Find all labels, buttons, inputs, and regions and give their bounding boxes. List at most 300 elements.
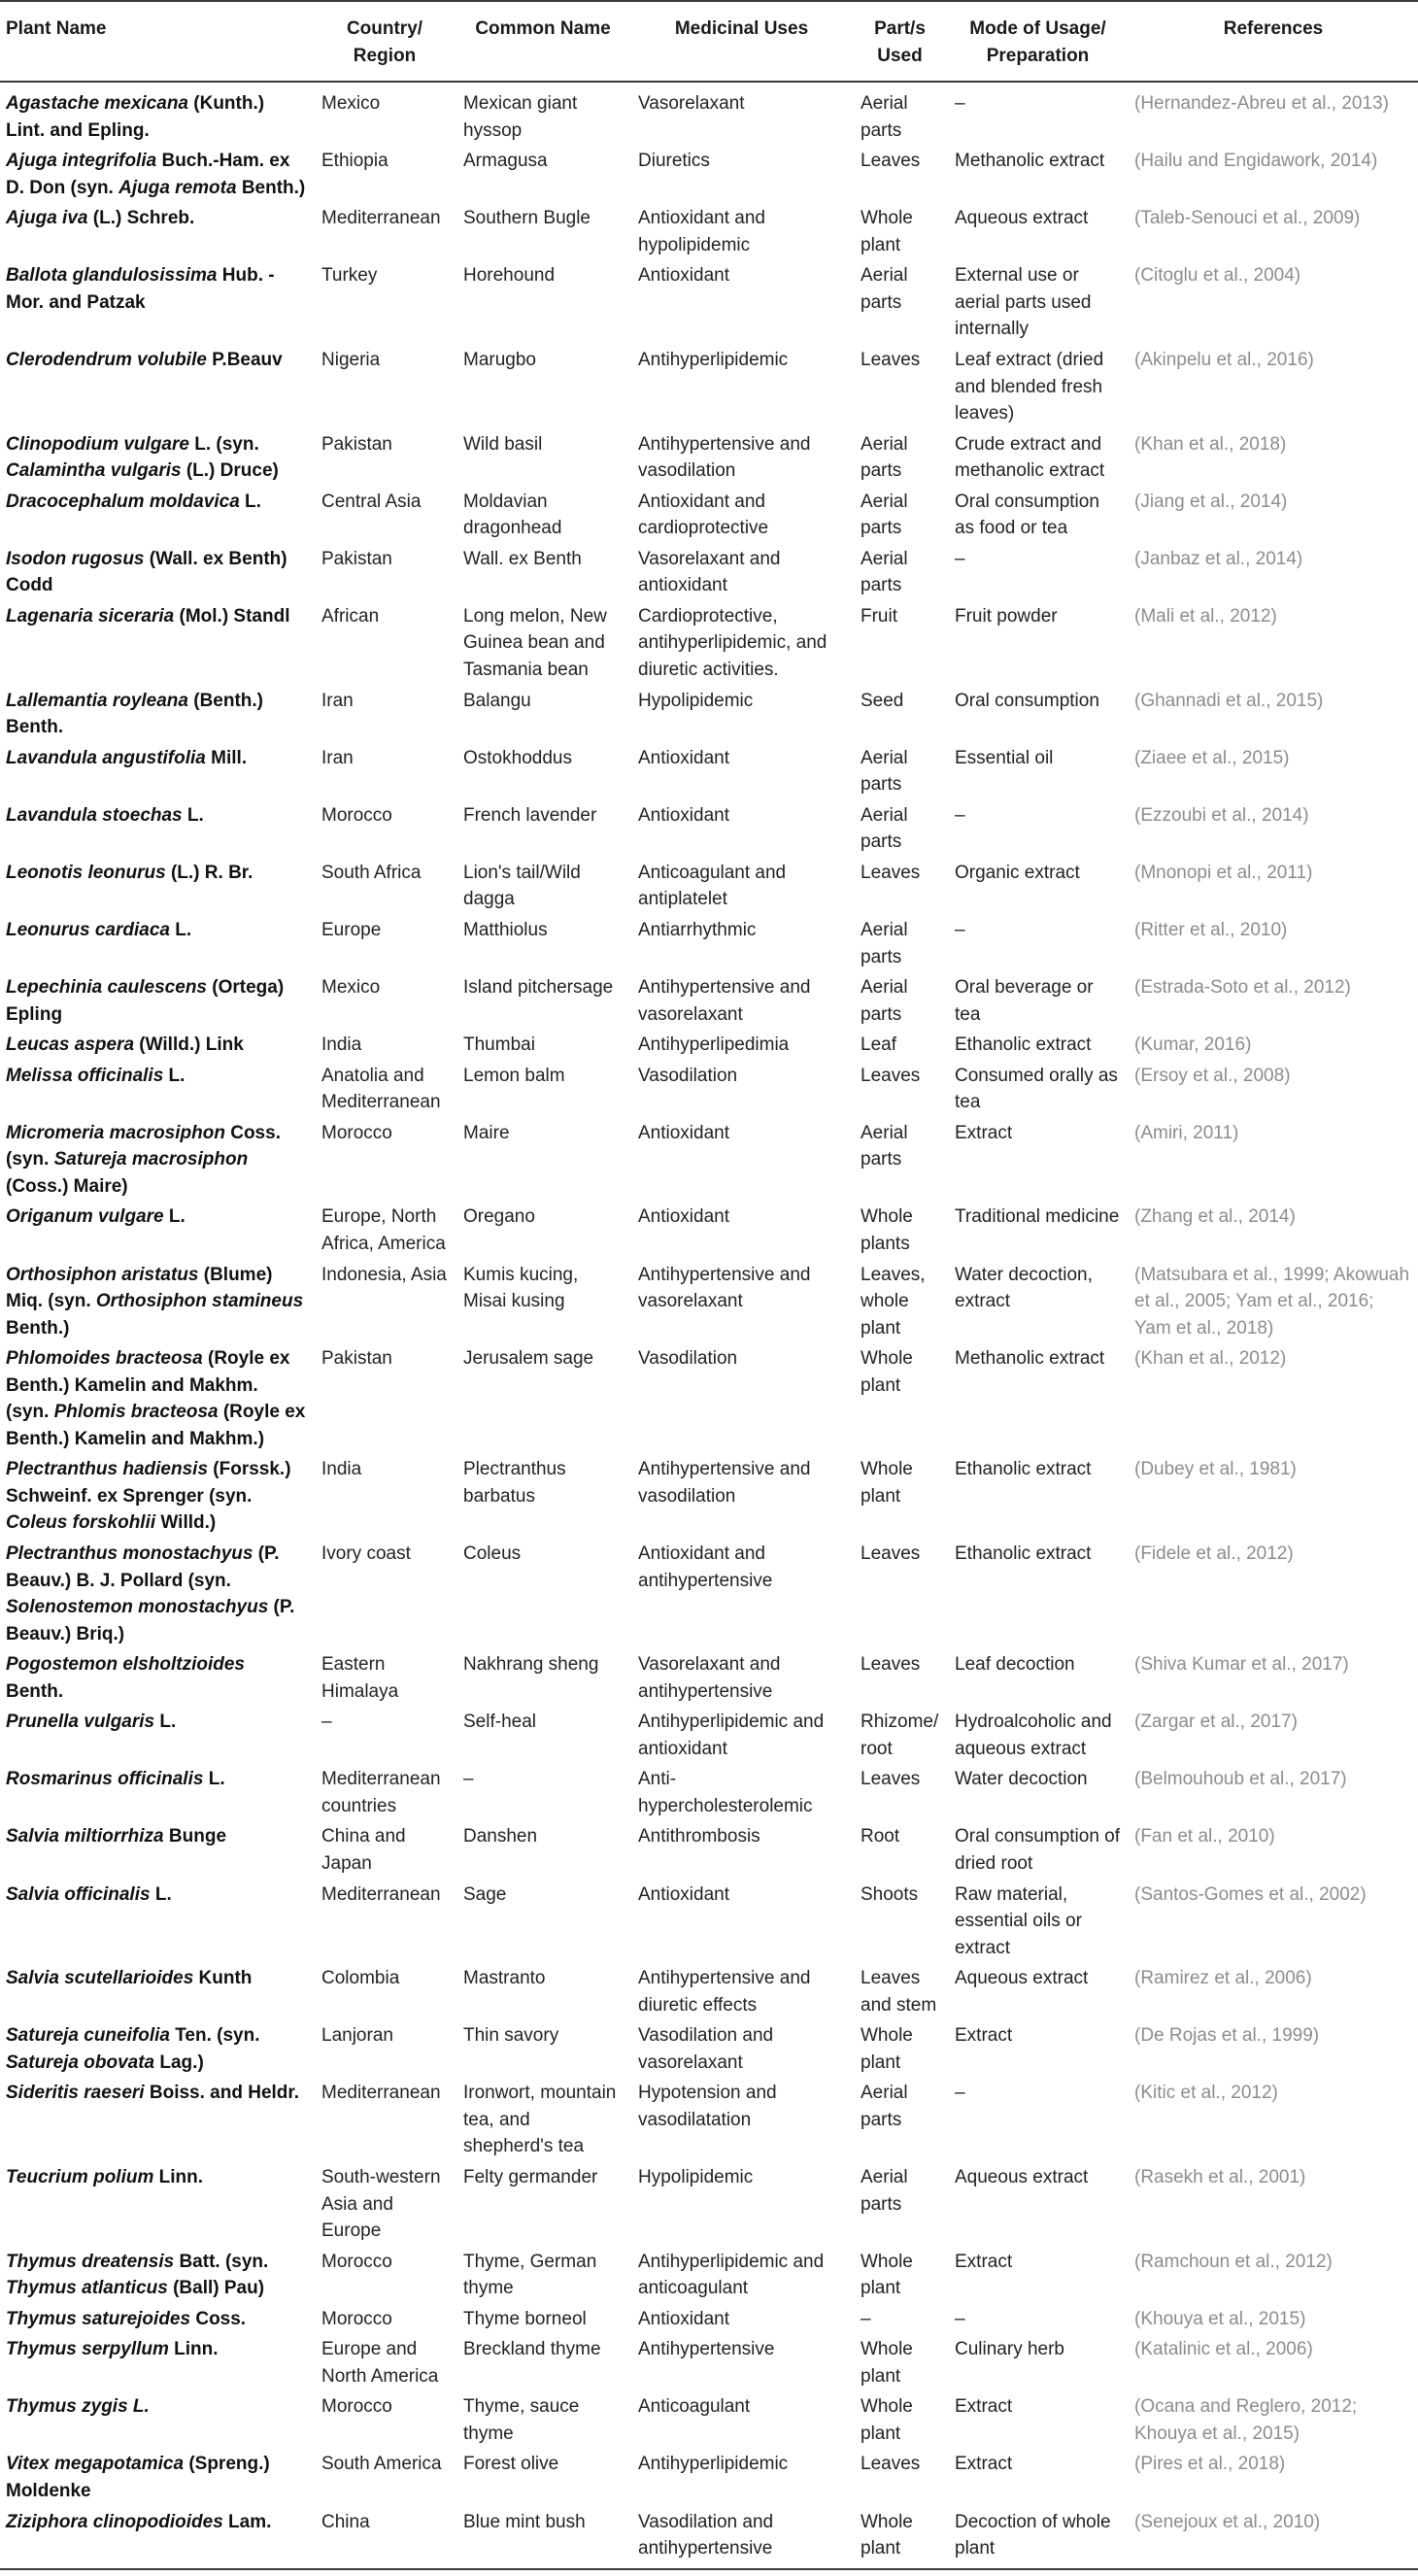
cell-reference: (Ramchoun et al., 2012)	[1134, 2251, 1333, 2272]
cell-parts-used: Aerial parts	[861, 548, 908, 596]
cell-medicinal-uses: Vasorelaxant	[638, 93, 745, 115]
cell-country-region: Eastern Himalaya	[321, 1654, 399, 1702]
cell-common-name: Ostokhoddus	[463, 747, 572, 768]
plant-name-italic-part: Clerodendrum volubile	[6, 350, 207, 371]
plant-name-italic-part: Ajuga remota	[118, 177, 237, 198]
cell-medicinal-uses: Diuretics	[638, 151, 710, 172]
cell-mode-of-usage: Decoction of whole plant	[947, 2505, 1129, 2569]
header-plant-name: Plant Name	[0, 1, 314, 82]
cell-mode-of-usage: –	[955, 2083, 965, 2104]
cell-reference: (Kumar, 2016)	[1134, 1034, 1252, 1056]
cell-common-name: Horehound	[463, 265, 556, 287]
cell-plant-name	[0, 2447, 314, 2504]
cell-medicinal-uses: Antithrombosis	[638, 1826, 760, 1847]
cell-parts-used: Aerial parts	[861, 265, 908, 313]
cell-parts-used: Leaves	[861, 2454, 921, 2475]
cell-common-name: Maire	[463, 1122, 510, 1143]
plant-name-part: Lam.	[222, 2511, 272, 2532]
plant-name-italic-part: Thymus atlanticus	[6, 2278, 168, 2299]
plant-name-part: Coss. (syn.	[6, 1122, 281, 1170]
cell-mode-of-usage: –	[955, 93, 965, 115]
cell-common-name: Thyme borneol	[463, 2308, 587, 2329]
plant-name-italic-part: Ballota glandulosissima	[6, 265, 218, 287]
cell-parts-used: Leaves	[861, 151, 921, 172]
table-row	[0, 1452, 1418, 1537]
cell-country-region: China and Japan	[321, 1826, 406, 1874]
cell-parts-used: Whole plant	[861, 208, 913, 255]
plant-name-part: Willd.)	[155, 1512, 217, 1534]
cell-country-region: Mexico	[321, 977, 381, 999]
plant-name-italic-part: Orthosiphon aristatus	[6, 1264, 199, 1285]
cell-reference: (Amiri, 2011)	[1134, 1122, 1239, 1143]
table-row	[0, 1028, 1418, 1059]
cell-parts-used: Leaves	[861, 1065, 921, 1086]
cell-plant-name	[0, 144, 314, 201]
cell-mode-of-usage: Crude extract and methanolic extract	[955, 433, 1105, 482]
cell-mode-of-usage: Ethanolic extract	[955, 1542, 1092, 1564]
cell-parts-used: Leaf	[861, 1034, 896, 1056]
cell-country-region: Morocco	[321, 2308, 392, 2329]
cell-mode-of-usage: Raw material, essential oils or extract	[955, 1883, 1082, 1958]
cell-medicinal-uses: Hypotension and vasodilatation	[638, 2083, 777, 2130]
cell-medicinal-uses: Vasodilation	[638, 1348, 738, 1370]
cell-mode-of-usage: Leaf extract (dried and blended fresh leaves)	[955, 350, 1104, 424]
plant-name-part: Benth.	[6, 1680, 64, 1702]
table-row	[0, 1258, 1418, 1342]
plant-name-italic-part: Isodon rugosus	[6, 548, 145, 569]
cell-reference: (Taleb-Senouci et al., 2009)	[1134, 208, 1361, 229]
cell-plant-name	[0, 542, 314, 599]
plant-name-part: Benth.)	[236, 177, 306, 198]
plant-name-part: L.	[203, 1769, 225, 1790]
cell-medicinal-uses: Antihypertensive and vasodilation	[638, 1459, 811, 1507]
cell-mode-of-usage: Methanolic extract	[955, 1348, 1105, 1370]
cell-country-region: Pakistan	[321, 1348, 392, 1370]
cell-mode-of-usage: –	[955, 548, 965, 569]
cell-parts-used: Rhizome/ root	[861, 1712, 939, 1759]
plant-name-italic-part: Thymus saturejoides	[6, 2308, 191, 2329]
plant-name-italic-part: Leonotis leonurus	[6, 862, 166, 883]
cell-country-region: Mediterranean	[321, 1883, 441, 1905]
cell-reference: (Khan et al., 2012)	[1134, 1348, 1287, 1370]
header-medicinal-uses: Medicinal Uses	[630, 1, 853, 82]
cell-parts-used: Whole plant	[861, 1348, 913, 1396]
plant-name-part: Boiss. and Heldr.	[144, 2083, 300, 2104]
plant-name-italic-part: Sideritis raeseri	[6, 2083, 145, 2104]
plant-name-part: L.	[163, 1065, 186, 1086]
cell-mode-of-usage: Extract	[955, 2251, 1013, 2272]
cell-country-region: Colombia	[321, 1968, 400, 1989]
cell-parts-used: Aerial parts	[861, 919, 908, 967]
plant-name-italic-part: Teucrium polium	[6, 2167, 154, 2188]
plant-name-italic-part: Micromeria macrosiphon	[6, 1122, 225, 1143]
cell-mode-of-usage: Extract	[955, 2454, 1013, 2475]
cell-country-region: Europe, North Africa, America	[321, 1206, 446, 1254]
cell-plant-name	[0, 2076, 314, 2160]
cell-mode-of-usage: Methanolic extract	[955, 151, 1105, 172]
cell-medicinal-uses: Antihypertensive and vasorelaxant	[638, 977, 811, 1025]
cell-country-region: South Africa	[321, 862, 422, 883]
cell-reference: (Hailu and Engidawork, 2014)	[1134, 151, 1378, 172]
plant-name-part: Bunge	[163, 1826, 227, 1847]
plant-name-part: Mill.	[205, 747, 248, 768]
cell-common-name: Balangu	[463, 690, 531, 711]
cell-reference: (Hernandez-Abreu et al., 2013)	[1134, 93, 1389, 115]
cell-medicinal-uses: Vasodilation and vasorelaxant	[638, 2025, 774, 2073]
table-row	[0, 970, 1418, 1028]
cell-reference: (Mali et al., 2012)	[1134, 605, 1277, 627]
cell-mode-of-usage: Ethanolic extract	[955, 1459, 1092, 1480]
cell-country-region: Iran	[321, 690, 354, 711]
plant-name-part: Lag.)	[154, 2051, 204, 2073]
cell-reference: (Katalinic et al., 2006)	[1134, 2339, 1313, 2360]
plant-name-part: Linn.	[153, 2167, 204, 2188]
cell-plant-name	[0, 798, 314, 856]
cell-medicinal-uses: Vasodilation and antihypertensive	[630, 2505, 853, 2569]
cell-reference: (Zargar et al., 2017)	[1134, 1712, 1298, 1733]
cell-medicinal-uses: Hypolipidemic	[638, 2167, 754, 2188]
plant-name-italic-part: Salvia scutellarioides	[6, 1968, 194, 1989]
table-row	[0, 2390, 1418, 2447]
cell-parts-used: Fruit	[861, 605, 897, 627]
plant-name-part: (L.) Schreb.	[87, 208, 195, 229]
cell-common-name: Felty germander	[463, 2167, 598, 2188]
cell-common-name: Island pitchersage	[463, 977, 614, 999]
cell-common-name: –	[463, 1769, 474, 1790]
plant-name-italic-part: Lagenaria siceraria	[6, 605, 175, 627]
cell-common-name: Coleus	[463, 1542, 522, 1564]
table-row	[0, 2447, 1418, 2504]
plant-name-italic-part: Agastache mexicana	[6, 93, 188, 115]
cell-common-name: Mastranto	[463, 1968, 546, 1989]
cell-plant-name	[0, 1647, 314, 1705]
cell-plant-name	[0, 970, 314, 1028]
cell-medicinal-uses: Antihyperlipidemic and antioxidant	[638, 1712, 825, 1759]
table-row	[0, 741, 1418, 798]
table-row	[0, 1961, 1418, 2018]
cell-country-region: Lanjoran	[321, 2025, 393, 2047]
cell-common-name: Kumis kucing, Misai kusing	[463, 1264, 579, 1312]
cell-medicinal-uses: Vasodilation	[638, 1065, 738, 1086]
table-row	[0, 542, 1418, 599]
cell-medicinal-uses: Cardioprotective, antihyperlipidemic, and diuretic activities.	[638, 605, 827, 681]
cell-country-region: Pakistan	[321, 548, 392, 569]
cell-medicinal-uses: Antioxidant	[638, 804, 730, 826]
cell-medicinal-uses: Antihyperlipidemic and anticoagulant	[638, 2251, 825, 2299]
table-row	[0, 913, 1418, 970]
cell-country-region: –	[321, 1712, 332, 1733]
cell-reference: (Matsubara et al., 1999; Akowuah et al., 2005; Yam et al., 2016; Yam et al., 2018)	[1134, 1264, 1410, 1339]
cell-mode-of-usage: Water decoction, extract	[955, 1264, 1093, 1312]
cell-plant-name	[0, 258, 314, 343]
cell-parts-used: Whole plant	[861, 1459, 913, 1507]
plant-name-italic-part: Orthosiphon stamineus	[95, 1291, 304, 1312]
cell-common-name: Thyme, German thyme	[463, 2251, 597, 2299]
table-row	[0, 798, 1418, 856]
cell-mode-of-usage: Extract	[955, 1122, 1013, 1143]
cell-plant-name	[0, 1452, 314, 1537]
header-common-name: Common Name	[456, 1, 630, 82]
plant-name-part: P.Beauv	[206, 350, 283, 371]
cell-medicinal-uses: Antihypertensive and vasorelaxant	[638, 1264, 811, 1312]
cell-mode-of-usage: Culinary herb	[955, 2339, 1064, 2360]
cell-medicinal-uses: Antihypertensive	[638, 2339, 775, 2360]
cell-plant-name	[0, 2018, 314, 2076]
plant-name-italic-part: Lallemantia royleana	[6, 690, 188, 711]
plant-name-part: L.	[150, 1883, 172, 1905]
cell-medicinal-uses: Antihypertensive and diuretic effects	[638, 1968, 811, 2016]
cell-country-region: Morocco	[321, 2396, 392, 2418]
cell-parts-used: Seed	[861, 690, 904, 711]
plant-name-italic-part: Thymus serpyllum	[6, 2339, 169, 2360]
cell-common-name: Mexican giant hyssop	[463, 93, 578, 141]
cell-mode-of-usage: Aqueous extract	[955, 2167, 1089, 2188]
cell-medicinal-uses: Antioxidant	[638, 1122, 730, 1143]
table-row	[0, 599, 1418, 684]
cell-country-region: Anatolia and Mediterranean	[321, 1065, 441, 1113]
cell-reference: (Ersoy et al., 2008)	[1134, 1065, 1291, 1086]
cell-parts-used: –	[861, 2308, 871, 2329]
plant-name-part: L. (syn.	[188, 433, 259, 455]
header-parts-used: Part/s Used	[853, 1, 947, 82]
table-row	[0, 485, 1418, 542]
cell-mode-of-usage: Oral consumption of dried root	[955, 1826, 1121, 1874]
cell-common-name: Blue mint bush	[456, 2505, 630, 2569]
cell-common-name: Self-heal	[463, 1712, 536, 1733]
plant-name-italic-part: Leonurus cardiaca	[6, 919, 170, 940]
table-row	[0, 1200, 1418, 1257]
cell-parts-used: Whole plant	[861, 2251, 913, 2299]
plant-name-part: (Coss.) Maire)	[6, 1175, 128, 1197]
plant-name-part: Linn.	[168, 2339, 219, 2360]
cell-plant-name	[0, 1819, 314, 1877]
cell-country-region: Nigeria	[321, 350, 381, 371]
cell-mode-of-usage: Traditional medicine	[955, 1206, 1120, 1228]
cell-common-name: Sage	[463, 1883, 507, 1905]
cell-parts-used: Aerial parts	[861, 491, 908, 539]
cell-country-region: Central Asia	[321, 491, 422, 512]
cell-medicinal-uses: Antioxidant	[638, 265, 730, 287]
cell-reference: (Estrada-Soto et al., 2012)	[1134, 977, 1351, 999]
plant-name-part: Ten. (syn.	[169, 2025, 260, 2047]
cell-reference: (Ocana and Reglero, 2012; Khouya et al., 2015)	[1134, 2396, 1358, 2444]
plant-name-part: (Kunth.) Lint. and Epling.	[6, 93, 265, 141]
plant-name-part: Coss.	[190, 2308, 247, 2329]
table-row	[0, 2076, 1418, 2160]
cell-parts-used: Aerial parts	[861, 747, 908, 796]
cell-country-region: Morocco	[321, 1122, 392, 1143]
cell-reference: (Akinpelu et al., 2016)	[1134, 350, 1314, 371]
plant-name-italic-part: Pogostemon elsholtzioides	[6, 1654, 245, 1676]
plant-name-italic-part: Melissa officinalis	[6, 1065, 164, 1086]
cell-medicinal-uses: Hypolipidemic	[638, 690, 754, 711]
cell-common-name: Armagusa	[463, 151, 548, 172]
cell-mode-of-usage: Leaf decoction	[955, 1654, 1075, 1676]
cell-plant-name	[0, 2302, 314, 2333]
cell-medicinal-uses: Antioxidant	[638, 1883, 730, 1905]
cell-plant-name	[0, 2505, 314, 2569]
cell-parts-used: Aerial parts	[861, 1122, 908, 1170]
plant-name-part: Kunth	[193, 1968, 253, 1989]
plant-name-part: (Mol.) Standl	[174, 605, 290, 627]
cell-reference: (Santos-Gomes et al., 2002)	[1134, 1883, 1367, 1905]
table-body	[0, 82, 1418, 2569]
plant-name-italic-part: Leucas aspera	[6, 1034, 135, 1056]
table-row	[0, 427, 1418, 485]
cell-reference: (Rasekh et al., 2001)	[1134, 2167, 1306, 2188]
cell-common-name: French lavender	[463, 804, 597, 826]
cell-parts-used: Whole plant	[861, 2396, 913, 2444]
plant-name-italic-part: Lavandula stoechas	[6, 804, 183, 826]
cell-parts-used: Leaves	[861, 1769, 921, 1790]
plant-name-part: L.	[163, 1206, 186, 1228]
cell-parts-used: Aerial parts	[861, 977, 908, 1025]
cell-common-name: Long melon, New Guinea bean and Tasmania bean	[463, 605, 607, 681]
cell-reference: (Ziaee et al., 2015)	[1134, 747, 1290, 768]
cell-parts-used: Aerial parts	[861, 433, 908, 482]
cell-plant-name	[0, 343, 314, 427]
cell-common-name: Jerusalem sage	[463, 1348, 594, 1370]
cell-country-region: African	[321, 605, 380, 627]
plant-name-part: Hub. -Mor. and Patzak	[6, 265, 275, 313]
cell-country-region: Ivory coast	[321, 1542, 411, 1564]
table-row	[0, 1819, 1418, 1877]
cell-reference: (Senejoux et al., 2010)	[1129, 2505, 1418, 2569]
cell-plant-name	[0, 2332, 314, 2390]
plant-name-italic-part: Phlomis bracteosa	[53, 1402, 219, 1423]
plant-name-italic-part: Clinopodium vulgare	[6, 433, 189, 455]
cell-plant-name	[0, 599, 314, 684]
table-row	[0, 201, 1418, 258]
plant-name-part: L.	[154, 1712, 177, 1733]
table-row	[0, 1647, 1418, 1705]
cell-common-name: Wall. ex Benth	[463, 548, 582, 569]
cell-medicinal-uses: Antioxidant and hypolipidemic	[638, 208, 765, 255]
cell-reference: (Jiang et al., 2014)	[1134, 491, 1288, 512]
plant-name-italic-part: Phlomoides bracteosa	[6, 1348, 203, 1370]
plant-name-italic-part: Plectranthus monostachyus	[6, 1542, 253, 1564]
header-country-region: Country/ Region	[314, 1, 456, 82]
cell-parts-used: Leaves, whole plant	[861, 1264, 926, 1339]
cell-common-name: Ironwort, mountain tea, and shepherd's tea	[463, 2083, 617, 2157]
cell-medicinal-uses: Antiarrhythmic	[638, 919, 757, 940]
plant-name-part: L.	[182, 804, 204, 826]
plant-name-italic-part: Plectranthus hadiensis	[6, 1459, 209, 1480]
table-header	[0, 1, 1418, 82]
plant-name-part: (P. Beauv.) B. J. Pollard (syn.	[6, 1542, 280, 1591]
cell-country-region: Mediterranean	[321, 208, 441, 229]
cell-medicinal-uses: Antihyperlipidemic	[638, 350, 789, 371]
cell-common-name: Thumbai	[463, 1034, 535, 1056]
cell-mode-of-usage: Fruit powder	[955, 605, 1058, 627]
cell-country-region: Indonesia, Asia	[321, 1264, 447, 1285]
cell-medicinal-uses: Antioxidant	[638, 1206, 730, 1228]
cell-mode-of-usage: –	[955, 804, 965, 826]
cell-mode-of-usage: –	[955, 2308, 965, 2329]
cell-parts-used: Leaves	[861, 862, 921, 883]
plant-name-italic-part: Salvia miltiorrhiza	[6, 1826, 164, 1847]
cell-plant-name	[0, 1537, 314, 1647]
cell-reference: (Ritter et al., 2010)	[1134, 919, 1288, 940]
plant-name-part: Buch.-Ham. ex D. Don (syn.	[6, 151, 290, 198]
table-row	[0, 2160, 1418, 2245]
cell-mode-of-usage: Extract	[955, 2025, 1013, 2047]
cell-plant-name	[0, 1878, 314, 1962]
cell-country-region: India	[321, 1459, 362, 1480]
cell-medicinal-uses: Anticoagulant and antiplatelet	[638, 862, 787, 910]
cell-reference: (Kitic et al., 2012)	[1134, 2083, 1278, 2104]
plant-name-part: Batt. (syn.	[174, 2251, 269, 2272]
cell-country-region: Morocco	[321, 804, 392, 826]
cell-parts-used: Whole plant	[861, 2339, 913, 2387]
cell-mode-of-usage: Water decoction	[955, 1769, 1088, 1790]
cell-plant-name	[0, 201, 314, 258]
cell-common-name: Breckland thyme	[463, 2339, 601, 2360]
plant-name-italic-part: Vitex megapotamica	[6, 2454, 185, 2475]
plant-name-italic-part: Lavandula angustifolia	[6, 747, 206, 768]
cell-reference: (Citoglu et al., 2004)	[1134, 265, 1301, 287]
cell-medicinal-uses: Anticoagulant	[638, 2396, 751, 2418]
cell-country-region: Pakistan	[321, 433, 392, 455]
plant-name-italic-part: Solenostemon monostachyus	[6, 1597, 269, 1618]
cell-country-region: Mexico	[321, 93, 381, 115]
cell-reference: (Ezzoubi et al., 2014)	[1134, 804, 1309, 826]
cell-medicinal-uses: Antihyperlipedimia	[638, 1034, 790, 1056]
cell-plant-name	[0, 1762, 314, 1819]
table-row	[0, 2332, 1418, 2390]
cell-reference: (Ramirez et al., 2006)	[1134, 1968, 1312, 1989]
cell-common-name: Lemon balm	[463, 1065, 565, 1086]
plant-name-part: (Royle ex Benth.) Kamelin and Makhm. (syn.	[6, 1348, 290, 1423]
plant-name-part: (Spreng.) Moldenke	[6, 2454, 270, 2502]
cell-reference: (Shiva Kumar et al., 2017)	[1134, 1654, 1349, 1676]
cell-common-name: Danshen	[463, 1826, 538, 1847]
plant-name-part: (Benth.) Benth.	[6, 690, 264, 738]
cell-parts-used: Aerial parts	[861, 804, 908, 853]
cell-country-region: Turkey	[321, 265, 378, 287]
cell-mode-of-usage: Aqueous extract	[955, 1968, 1089, 1989]
table-row	[0, 684, 1418, 741]
cell-reference: (Pires et al., 2018)	[1134, 2454, 1286, 2475]
plant-name-italic-part: Origanum vulgare	[6, 1206, 164, 1228]
cell-reference: (Khouya et al., 2015)	[1134, 2308, 1306, 2329]
cell-parts-used: Aerial parts	[861, 2167, 908, 2215]
cell-country-region: Iran	[321, 747, 354, 768]
cell-mode-of-usage: Hydroalcoholic and aqueous extract	[955, 1712, 1112, 1759]
cell-medicinal-uses: Antihypertensive and vasodilation	[638, 433, 811, 482]
cell-common-name: Plectranthus barbatus	[463, 1459, 566, 1507]
cell-parts-used: Aerial parts	[861, 93, 908, 141]
cell-country-region: Europe and North America	[321, 2339, 439, 2387]
plant-name-italic-part: Ajuga iva	[6, 208, 88, 229]
cell-medicinal-uses: Antioxidant and antihypertensive	[638, 1542, 773, 1591]
table-row	[0, 343, 1418, 427]
header-row	[0, 1, 1418, 82]
cell-medicinal-uses: Anti-hypercholesterolemic	[638, 1769, 813, 1816]
cell-country-region: South America	[321, 2454, 442, 2475]
cell-mode-of-usage: Oral consumption	[955, 690, 1099, 711]
cell-mode-of-usage: Essential oil	[955, 747, 1054, 768]
cell-parts-used: Leaves	[861, 350, 921, 371]
plant-name-part: (Ball) Pau)	[167, 2278, 265, 2299]
cell-medicinal-uses: Antioxidant	[638, 2308, 730, 2329]
cell-mode-of-usage: Organic extract	[955, 862, 1080, 883]
cell-parts-used: Leaves	[861, 1654, 921, 1676]
plant-name-italic-part: Satureja cuneifolia	[6, 2025, 170, 2047]
table-row	[0, 2505, 1418, 2569]
cell-reference: (De Rojas et al., 1999)	[1134, 2025, 1320, 2047]
cell-parts-used: Whole plants	[861, 1206, 913, 1254]
